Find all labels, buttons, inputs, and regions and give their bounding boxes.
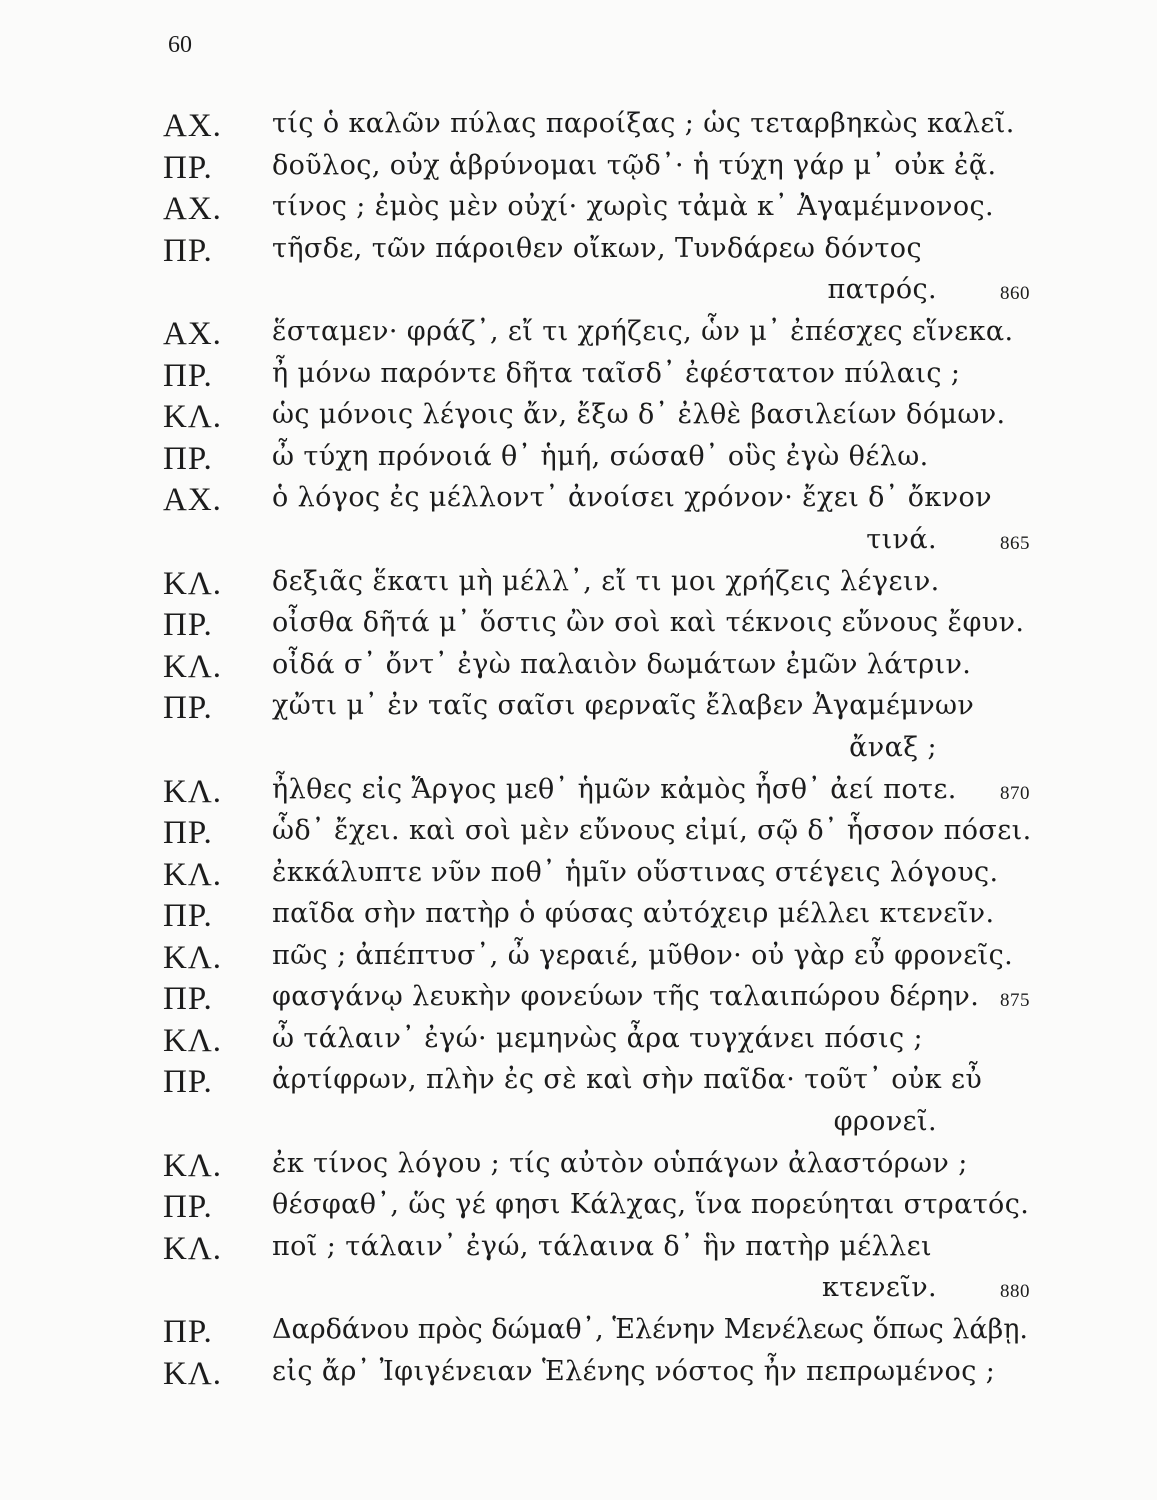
speaker-label: ΠΡ.: [163, 607, 213, 643]
speaker-label: ΠΡ.: [163, 232, 213, 269]
verse-text: τίνος ; ἐμὸς μὲν οὐχί· χωρὶς τἀμὰ κ᾽ Ἀγαμέμνονος.: [272, 191, 995, 222]
verse-text: Δαρδάνου πρὸς δώμαθ᾽, Ἑλένην Μενέλεως ὅπως λάβῃ.: [272, 1314, 1028, 1345]
verse-continuation: [0, 1106, 1157, 1148]
speaker-label: ΚΛ.: [163, 1355, 223, 1392]
verse-text: φασγάνῳ λευκὴν φονεύων τῆς ταλαιπώρου δέρην.: [272, 981, 980, 1012]
speaker-label: ΠΡ.: [163, 149, 213, 186]
verse-line: [0, 1231, 1157, 1273]
speaker-label: ΚΛ.: [163, 773, 223, 810]
verse-line: [0, 940, 1157, 982]
verse-line: [0, 441, 1157, 483]
speaker-label: ΚΛ.: [163, 565, 223, 602]
verse-text: ὦ τάλαιν᾽ ἐγώ· μεμηνὼς ἆρα τυγχάνει πόσις ;: [272, 1022, 923, 1054]
speaker-label: ΠΡ.: [163, 690, 213, 726]
speaker-label: ΚΛ.: [163, 1230, 223, 1267]
speaker-label: ΚΛ.: [163, 1022, 223, 1059]
verse-text: φρονεῖ.: [833, 1105, 937, 1137]
verse-text: ὡς μόνοις λέγοις ἄν, ἔξω δ᾽ ἐλθὲ βασιλείων δόμων.: [272, 399, 1006, 430]
speaker-label: ΑΧ.: [163, 108, 222, 144]
speaker-label: ΚΛ.: [163, 1147, 223, 1184]
verse-text: ἀρτίφρων, πλὴν ἐς σὲ καὶ σὴν παῖδα· τοῦτ᾽ οὐκ εὖ: [272, 1064, 983, 1095]
speaker-label: ΑΧ.: [163, 191, 222, 227]
verse-text: ὁ λόγος ἐς μέλλοντ᾽ ἀνοίσει χρόνον· ἔχει δ᾽ ὄκνον: [272, 482, 992, 513]
verse-text: ἐκκάλυπτε νῦν ποθ᾽ ἡμῖν οὕστινας στέγεις λόγους.: [272, 856, 999, 888]
verse-line: [0, 233, 1157, 275]
verse-line: [0, 898, 1157, 940]
verse-text: ἄναξ ;: [849, 731, 937, 763]
verse-continuation: [0, 732, 1157, 774]
speaker-label: ΚΛ.: [163, 856, 223, 893]
line-number: 875: [1000, 990, 1030, 1011]
line-number: 880: [1000, 1281, 1030, 1302]
verse-line: [0, 191, 1157, 233]
verse-line: [0, 607, 1157, 649]
speaker-label: ΠΡ.: [163, 898, 213, 934]
verse-continuation: [0, 274, 1157, 316]
speaker-label: ΠΡ.: [163, 357, 213, 394]
verse-text: δοῦλος, οὐχ ἁβρύνομαι τῷδ᾽· ἡ τύχη γάρ μ᾽ οὐκ ἐᾷ.: [272, 149, 997, 181]
verse-text: δεξιᾶς ἕκατι μὴ μέλλ᾽, εἴ τι μοι χρήζεις λέγειν.: [272, 565, 940, 597]
verse-line: [0, 1148, 1157, 1190]
speaker-label: ΠΡ.: [163, 1189, 213, 1225]
verse-line: [0, 1189, 1157, 1231]
verse-text: τινά.: [866, 523, 937, 555]
verse-dialogue: [0, 108, 1157, 1397]
verse-line: [0, 150, 1157, 192]
verse-line: [0, 857, 1157, 899]
speaker-label: ΠΡ.: [163, 440, 213, 477]
speaker-label: ΚΛ.: [163, 648, 223, 685]
verse-text: τῆσδε, τῶν πάροιθεν οἴκων, Τυνδάρεω δόντος: [272, 232, 922, 264]
line-number: 865: [1000, 532, 1030, 554]
verse-text: ὦ τύχη πρόνοιά θ᾽ ἡμή, σώσαθ᾽ οὓς ἐγὼ θέλω.: [272, 440, 929, 472]
verse-line: [0, 316, 1157, 358]
verse-line: [0, 1023, 1157, 1065]
verse-text: ἐκ τίνος λόγου ; τίς αὐτὸν οὑπάγων ἀλαστόρων ;: [272, 1147, 968, 1179]
verse-line: [0, 1064, 1157, 1106]
verse-text: ὧδ᾽ ἔχει. καὶ σοὶ μὲν εὔνους εἰμί, σῷ δ᾽ ἧσσον πόσει.: [272, 815, 1032, 846]
verse-text: πῶς ; ἀπέπτυσ᾽, ὦ γεραιέ, μῦθον· οὐ γὰρ εὖ φρονεῖς.: [272, 939, 1014, 971]
speaker-label: ΚΛ.: [163, 399, 223, 435]
speaker-label: ΠΡ.: [163, 1064, 213, 1100]
verse-line: [0, 566, 1157, 608]
verse-line: [0, 774, 1157, 816]
verse-text: ποῖ ; τάλαιν᾽ ἐγώ, τάλαινα δ᾽ ἣν πατὴρ μέλλει: [272, 1230, 932, 1262]
speaker-label: ΚΛ.: [163, 939, 223, 976]
verse-text: πατρός.: [827, 274, 937, 305]
verse-line: [0, 108, 1157, 150]
verse-text: εἰς ἄρ᾽ Ἰφιγένειαν Ἑλένης νόστος ἦν πεπρωμένος ;: [272, 1355, 996, 1387]
verse-line: [0, 649, 1157, 691]
speaker-label: ΠΡ.: [163, 981, 213, 1017]
verse-line: [0, 815, 1157, 857]
verse-line: [0, 1314, 1157, 1356]
verse-line: [0, 1356, 1157, 1398]
line-number: 870: [1000, 782, 1030, 804]
verse-text: ἕσταμεν· φράζ᾽, εἴ τι χρήζεις, ὧν μ᾽ ἐπέσχες εἵνεκα.: [272, 316, 1014, 347]
verse-continuation: [0, 524, 1157, 566]
speaker-label: ΑΧ.: [163, 316, 222, 352]
verse-text: κτενεῖν.: [822, 1272, 937, 1303]
line-number: 860: [1000, 283, 1030, 304]
speaker-label: ΠΡ.: [163, 815, 213, 851]
verse-text: οἶδά σ᾽ ὄντ᾽ ἐγὼ παλαιὸν δωμάτων ἐμῶν λάτριν.: [272, 648, 972, 680]
verse-line: [0, 358, 1157, 400]
verse-line: [0, 690, 1157, 732]
verse-text: τίς ὁ καλῶν πύλας παροίξας ; ὡς τεταρβηκὼς καλεῖ.: [272, 108, 1015, 139]
verse-line: [0, 482, 1157, 524]
verse-text: θέσφαθ᾽, ὥς γέ φησι Κάλχας, ἵνα πορεύηται στρατός.: [272, 1189, 1030, 1220]
verse-line: [0, 399, 1157, 441]
verse-continuation: [0, 1272, 1157, 1314]
verse-text: παῖδα σὴν πατὴρ ὁ φύσας αὐτόχειρ μέλλει κτενεῖν.: [272, 898, 995, 929]
verse-line: [0, 981, 1157, 1023]
speaker-label: ΑΧ.: [163, 482, 222, 518]
verse-text: ἦλθες εἰς Ἄργος μεθ᾽ ἡμῶν κἀμὸς ἦσθ᾽ ἀεί ποτε.: [272, 773, 957, 805]
page-number: 60: [168, 32, 192, 58]
verse-text: χὤτι μ᾽ ἐν ταῖς σαῖσι φερναῖς ἔλαβεν Ἀγαμέμνων: [272, 690, 975, 721]
verse-text: οἶσθα δῆτά μ᾽ ὅστις ὢν σοὶ καὶ τέκνοις εὔνους ἔφυν.: [272, 607, 1025, 638]
speaker-label: ΠΡ.: [163, 1314, 213, 1350]
verse-text: ἦ μόνω παρόντε δῆτα ταῖσδ᾽ ἐφέστατον πύλαις ;: [272, 357, 961, 389]
